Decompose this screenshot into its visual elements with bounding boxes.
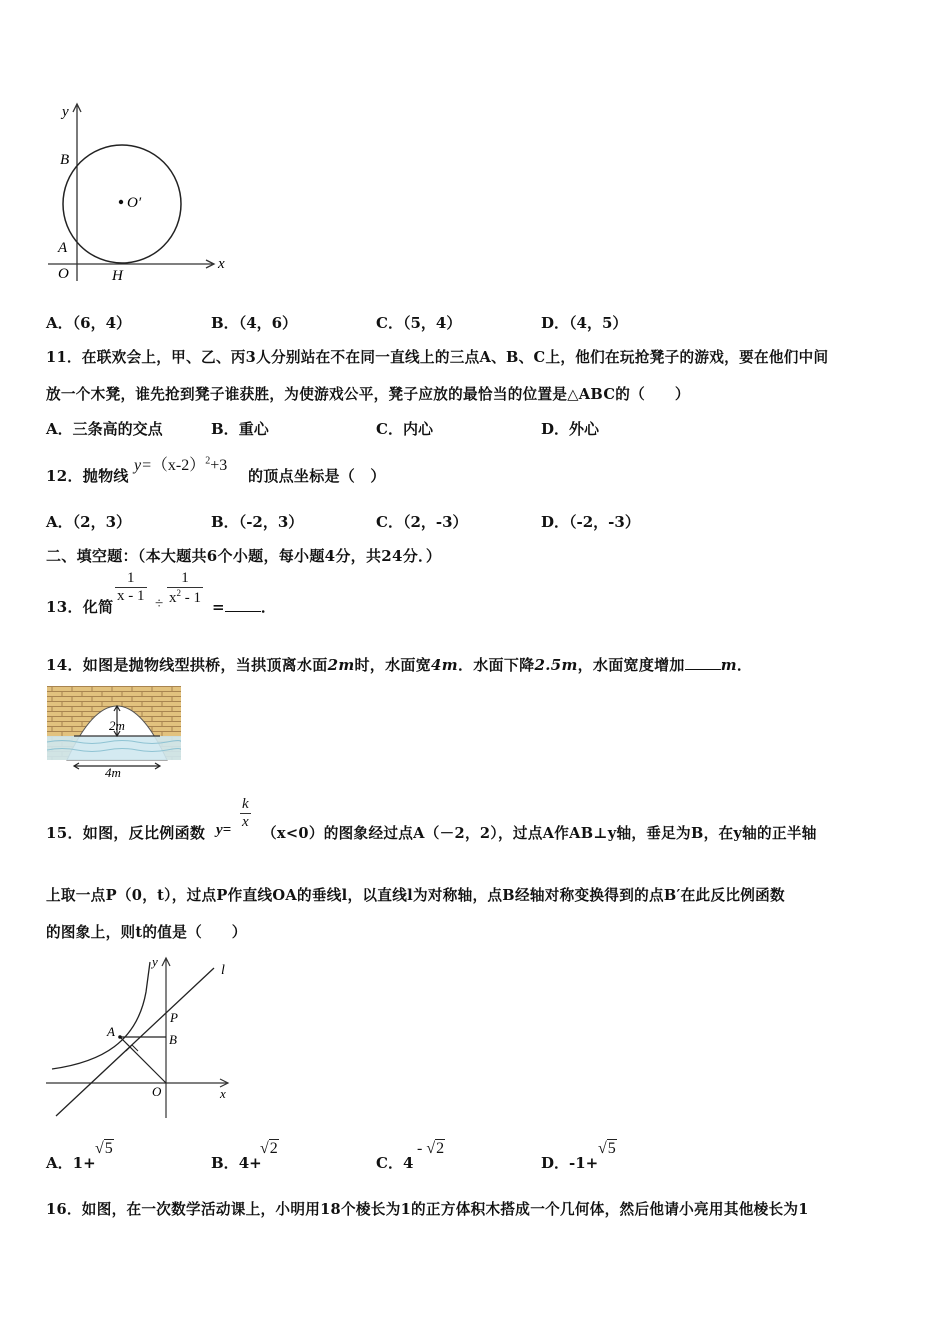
label-x: x bbox=[218, 256, 225, 272]
label-y: y bbox=[62, 104, 69, 120]
q11-option-d bbox=[541, 418, 599, 439]
sqrt-icon: √ bbox=[426, 1140, 436, 1157]
option-pre: -1+ bbox=[569, 1154, 599, 1172]
formula-y: y= bbox=[134, 457, 152, 474]
q14-part4: ，水面宽度增加 bbox=[577, 656, 685, 674]
numerator: k bbox=[242, 796, 249, 812]
q15-option-a bbox=[46, 1152, 96, 1173]
q13-fraction-1 bbox=[115, 570, 147, 605]
q10-option-c bbox=[376, 312, 461, 333]
option-text: 三条高的交点 bbox=[72, 420, 163, 438]
option-text: 内心 bbox=[402, 420, 433, 438]
q13-divide: ÷ bbox=[155, 596, 164, 612]
q13-fraction-2 bbox=[167, 570, 203, 607]
option-text: 外心 bbox=[569, 420, 600, 438]
label-O: O bbox=[152, 1084, 162, 1099]
radicand: 5 bbox=[607, 1140, 616, 1157]
option-letter: D． bbox=[541, 314, 570, 332]
q12-formula bbox=[134, 452, 227, 475]
q14-bridge-figure bbox=[47, 686, 181, 778]
q15-line3: 的图象上，则t的值是（ ） bbox=[46, 924, 247, 941]
option-letter: B． bbox=[211, 420, 239, 438]
option-letter: D． bbox=[541, 513, 570, 531]
q14-part3: ．水面下降 bbox=[457, 656, 535, 674]
q13-prefix: 13．化简 bbox=[46, 598, 114, 616]
answer-blank[interactable] bbox=[225, 597, 261, 612]
formula-exponent: 2 bbox=[205, 455, 211, 467]
line-l bbox=[56, 968, 214, 1116]
radicand: 2 bbox=[269, 1140, 278, 1157]
label-O: O bbox=[58, 266, 69, 282]
den-tail: - 1 bbox=[181, 590, 201, 606]
label-H: H bbox=[112, 268, 123, 284]
label-A: A bbox=[107, 1024, 115, 1039]
q12-prefix: 12．抛物线 bbox=[46, 467, 129, 485]
radicand: 2 bbox=[436, 1140, 445, 1157]
q15-fraction-k-x bbox=[240, 796, 251, 831]
q12-option-c bbox=[376, 511, 468, 532]
label-l: l bbox=[221, 963, 225, 978]
option-letter: D． bbox=[541, 420, 570, 438]
q15-line1-end: （x<0）的图象经过点A（－2，2），过点A作AB⊥y轴，垂足为B，在y轴的正半轴 bbox=[262, 825, 817, 842]
option-letter: B． bbox=[211, 314, 239, 332]
q12-suffix: 的顶点坐标是（ ） bbox=[248, 467, 386, 485]
option-letter: B． bbox=[211, 1154, 239, 1172]
option-text: （-2，3） bbox=[238, 513, 304, 531]
q12-option-a bbox=[46, 511, 131, 532]
sqrt-icon: √ bbox=[95, 1140, 104, 1157]
numerator: 1 bbox=[181, 570, 189, 586]
q10-option-a bbox=[46, 312, 131, 333]
equals-sign: = bbox=[212, 598, 225, 616]
q14-value-drop: 2.5m bbox=[534, 656, 578, 674]
denominator: x bbox=[242, 814, 249, 830]
q15-option-a-radical bbox=[95, 1140, 114, 1158]
option-letter: C． bbox=[376, 420, 403, 438]
q14-text bbox=[46, 654, 752, 675]
q10-option-d bbox=[541, 312, 627, 333]
denominator: x - 1 bbox=[117, 588, 145, 604]
q11-line1: 11．在联欢会上，甲、乙、丙3人分别站在不在同一直线上的三点A、B、C上，他们在玩抢凳子的游戏，要在他们中间 bbox=[46, 349, 829, 366]
q14-value-height: 2m bbox=[327, 656, 355, 674]
option-text: （6，4） bbox=[72, 314, 132, 332]
option-text: （5，4） bbox=[402, 314, 462, 332]
option-pre: 4+ bbox=[238, 1154, 262, 1172]
formula-tail: +3 bbox=[210, 457, 228, 474]
q14-part2: 时，水面宽 bbox=[354, 656, 432, 674]
q11-option-b bbox=[211, 418, 269, 439]
sqrt-icon: √ bbox=[598, 1140, 607, 1157]
q15-option-c bbox=[376, 1152, 413, 1173]
label-P: P bbox=[170, 1010, 178, 1025]
q14-part1: 14．如图是抛物线型拱桥，当拱顶离水面 bbox=[46, 656, 328, 674]
segment-OA bbox=[120, 1037, 166, 1083]
q11-option-c bbox=[376, 418, 433, 439]
option-text: 重心 bbox=[238, 420, 269, 438]
option-letter: C． bbox=[376, 513, 403, 531]
denominator bbox=[167, 587, 203, 607]
label-y: y bbox=[152, 954, 158, 969]
option-text: （4，6） bbox=[238, 314, 298, 332]
center-point bbox=[119, 200, 123, 204]
q11-option-a bbox=[46, 418, 163, 439]
q12-option-d bbox=[541, 511, 640, 532]
section-2-heading: 二、填空题：（本大题共6个小题，每小题4分，共24分．） bbox=[46, 547, 442, 565]
period: ． bbox=[260, 598, 277, 616]
q10-option-b bbox=[211, 312, 297, 333]
option-letter: D． bbox=[541, 1154, 570, 1172]
q13-answer bbox=[212, 596, 276, 617]
option-pre: 4 bbox=[402, 1154, 414, 1172]
q11-line2: 放一个木凳，谁先抢到凳子谁获胜，为使游戏公平，凳子应放的最恰当的位置是△ABC的（ ） bbox=[46, 386, 690, 403]
q15-line2: 上取一点P（0，t），过点P作直线OA的垂线l，以直线l为对称轴，点B经轴对称变换得到的点B′在此反比例函数 bbox=[46, 887, 785, 904]
q15-y-eq: y= bbox=[216, 822, 232, 838]
minus-sign: - bbox=[417, 1140, 423, 1157]
numerator: 1 bbox=[127, 570, 135, 586]
circle-o-prime bbox=[63, 145, 181, 263]
den-base: x bbox=[169, 590, 177, 606]
label-A: A bbox=[58, 240, 68, 256]
option-letter: A． bbox=[46, 513, 73, 531]
option-text: （2，-3） bbox=[402, 513, 468, 531]
option-text: （2，3） bbox=[72, 513, 132, 531]
label-B: B bbox=[169, 1032, 177, 1047]
option-letter: C． bbox=[376, 1154, 403, 1172]
option-letter: A． bbox=[46, 420, 73, 438]
option-letter: B． bbox=[211, 513, 239, 531]
option-pre: 1+ bbox=[72, 1154, 96, 1172]
q12-option-b bbox=[211, 511, 303, 532]
q16-line1: 16．如图，在一次数学活动课上，小明用18个棱长为1的正方体积木搭成一个几何体，然后他请小亮用其他棱长为1 bbox=[46, 1201, 809, 1218]
q14-value-width: 4m bbox=[431, 656, 458, 674]
q15-option-c-radical bbox=[417, 1140, 445, 1158]
option-letter: A． bbox=[46, 1154, 73, 1172]
q10-figure bbox=[44, 96, 234, 288]
q15-line1-start: 15．如图，反比例函数 bbox=[46, 824, 206, 842]
q15-figure bbox=[42, 952, 238, 1122]
q15-option-b-radical bbox=[260, 1140, 279, 1158]
period: ． bbox=[736, 656, 753, 674]
q15-option-d bbox=[541, 1152, 598, 1173]
label-x: x bbox=[220, 1086, 226, 1101]
radicand: 5 bbox=[104, 1140, 113, 1157]
option-letter: A． bbox=[46, 314, 73, 332]
option-text: （-2，-3） bbox=[569, 513, 640, 531]
label-B: B bbox=[60, 152, 70, 168]
label-O-prime: O′ bbox=[127, 195, 142, 211]
fig-label-width: 4m bbox=[105, 765, 121, 778]
sqrt-icon: √ bbox=[260, 1140, 269, 1157]
q15-option-b bbox=[211, 1152, 262, 1173]
option-letter: C． bbox=[376, 314, 403, 332]
q14-unit: m bbox=[720, 656, 737, 674]
fig-label-height: 2m bbox=[109, 718, 125, 733]
formula-body: （x-2） bbox=[151, 457, 206, 474]
den-exponent: 2 bbox=[176, 588, 181, 598]
answer-blank[interactable] bbox=[685, 655, 721, 670]
option-text: （4，5） bbox=[569, 314, 628, 332]
q15-option-d-radical bbox=[598, 1140, 617, 1158]
